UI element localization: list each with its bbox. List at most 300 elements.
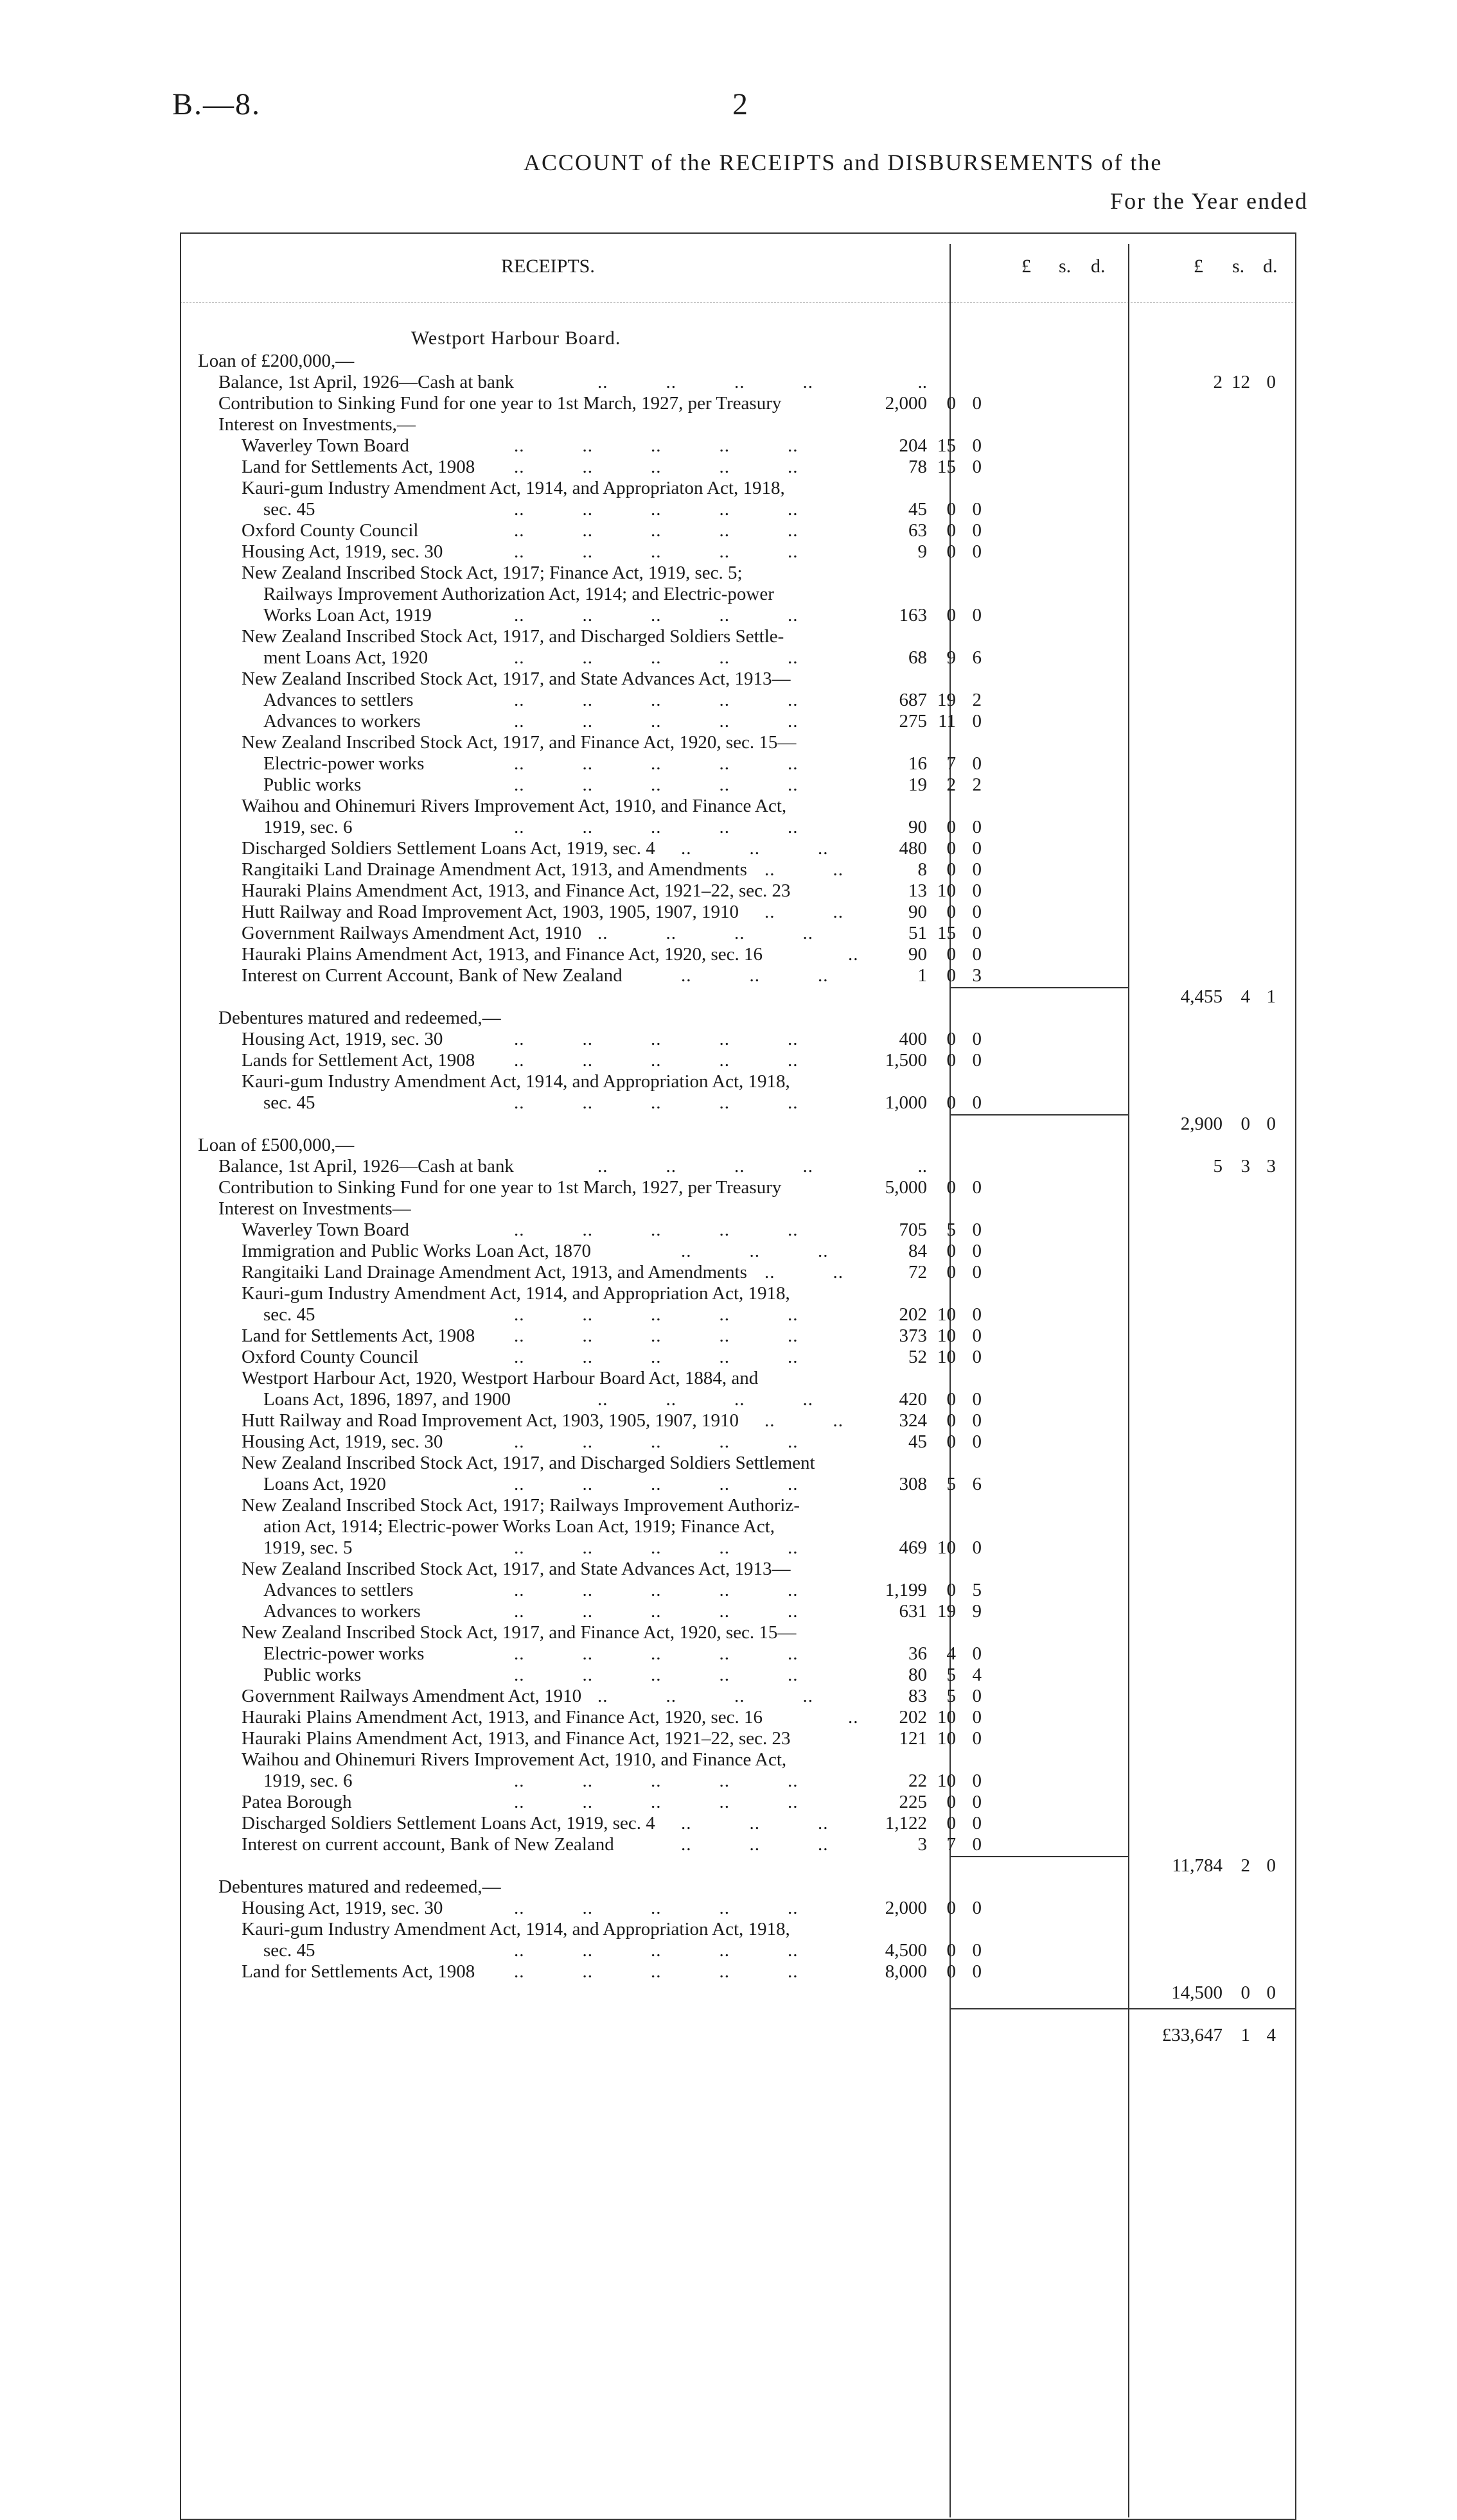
col2-pence: 3 xyxy=(1266,1156,1276,1177)
col1-shillings: 5 xyxy=(946,1474,956,1494)
row-label: Immigration and Public Works Loan Act, 1870 xyxy=(242,1241,592,1261)
row-label: Housing Act, 1919, sec. 30 xyxy=(242,1898,443,1918)
section-heading: Westport Harbour Board. xyxy=(411,328,621,349)
leader-dots: .. .. .. .. .. xyxy=(514,1665,799,1685)
col1-pence: 0 xyxy=(972,1728,982,1749)
row-label: New Zealand Inscribed Stock Act, 1917; Railways Improvement Authoriz- xyxy=(242,1495,800,1516)
col1-pounds: 51 xyxy=(908,923,927,943)
col2-pounds: 11,784 xyxy=(1172,1855,1223,1876)
col1-pence: 4 xyxy=(972,1665,982,1685)
account-title: ACCOUNT of the RECEIPTS and DISBURSEMENTS of the xyxy=(524,150,1163,175)
col1-pence: 0 xyxy=(972,1326,982,1346)
table-row xyxy=(0,859,1457,880)
row-label: Loans Act, 1920 xyxy=(263,1474,386,1494)
leader-dots: .. .. xyxy=(764,1410,843,1431)
col2-shillings: 3 xyxy=(1241,1156,1250,1177)
col1-shillings: 9 xyxy=(946,647,956,668)
leader-dots: .. .. .. .. .. xyxy=(514,1347,799,1367)
leader-dots: .. .. .. .. .. xyxy=(514,1431,799,1452)
table-row xyxy=(0,795,1457,817)
col1-shillings: 0 xyxy=(946,1961,956,1982)
row-label: Debentures matured and redeemed,— xyxy=(218,1877,501,1897)
col2-pounds: 4,455 xyxy=(1180,986,1223,1007)
col1-pence: 0 xyxy=(972,520,982,541)
row-label: Works Loan Act, 1919 xyxy=(263,605,432,626)
col1-pence: 0 xyxy=(972,1898,982,1918)
table-row xyxy=(0,1812,1457,1834)
table-row xyxy=(0,1855,1457,1877)
row-label: New Zealand Inscribed Stock Act, 1917, and State Advances Act, 1913— xyxy=(242,1559,791,1579)
col1-pence: 0 xyxy=(972,605,982,626)
table-row xyxy=(0,1770,1457,1792)
col1-shillings: 0 xyxy=(946,1410,956,1431)
table-row xyxy=(0,1092,1457,1114)
row-label: Waverley Town Board xyxy=(242,435,409,456)
col1-pounds: 1 xyxy=(917,965,927,986)
table-row xyxy=(0,1643,1457,1665)
row-label: Discharged Soldiers Settlement Loans Act, 1919, sec. 4 xyxy=(242,838,655,859)
col1-pounds: 202 xyxy=(899,1304,927,1325)
table-row xyxy=(0,1282,1457,1304)
col1-shillings: 7 xyxy=(946,753,956,774)
table-row xyxy=(0,1007,1457,1029)
table-row xyxy=(0,520,1457,541)
col1-pence: 0 xyxy=(972,838,982,859)
col1-shillings: 10 xyxy=(937,1304,956,1325)
row-label: 1919, sec. 6 xyxy=(263,1771,353,1791)
col1-pounds: 373 xyxy=(899,1326,927,1346)
row-label: Waihou and Ohinemuri Rivers Improvement Act, 1910, and Finance Act, xyxy=(242,1749,787,1770)
col1-shillings: 0 xyxy=(946,817,956,837)
leader-dots: .. .. .. .. .. xyxy=(514,1898,799,1918)
leader-dots: .. .. .. .. .. xyxy=(514,605,799,626)
table-row xyxy=(0,1367,1457,1389)
col1-pounds: 52 xyxy=(908,1347,927,1367)
col1-pounds: 16 xyxy=(908,753,927,774)
col1-shillings: 10 xyxy=(937,1728,956,1749)
col1-shillings: 2 xyxy=(946,774,956,795)
row-label: Land for Settlements Act, 1908 xyxy=(242,457,475,477)
row-label: 1919, sec. 5 xyxy=(263,1537,353,1558)
table-row xyxy=(0,1706,1457,1728)
col1-pence: 0 xyxy=(972,1304,982,1325)
table-row xyxy=(0,647,1457,669)
row-label: Hauraki Plains Amendment Act, 1913, and Finance Act, 1920, sec. 16 xyxy=(242,944,763,965)
col1-pence: 0 xyxy=(972,1431,982,1452)
table-row xyxy=(0,2024,1457,2046)
leader-dots: .. xyxy=(848,1707,859,1728)
col1-pounds: 687 xyxy=(899,690,927,710)
row-label: Hutt Railway and Road Improvement Act, 1903, 1905, 1907, 1910 xyxy=(242,1410,739,1431)
table-row xyxy=(0,414,1457,435)
account-subtitle: For the Year ended xyxy=(1110,188,1308,214)
col2-pounds: £33,647 xyxy=(1161,2025,1223,2045)
col2-shillings: 0 xyxy=(1241,1982,1250,2003)
row-label: Land for Settlements Act, 1908 xyxy=(242,1326,475,1346)
col1-pence: 0 xyxy=(972,1707,982,1728)
table-row xyxy=(0,435,1457,457)
row-label: Westport Harbour Act, 1920, Westport Harbour Board Act, 1884, and xyxy=(242,1368,759,1388)
leader-dots: .. .. .. .. .. xyxy=(514,753,799,774)
col1-pounds: .. xyxy=(917,372,927,392)
col1-pence-header: d. xyxy=(1091,256,1106,277)
col2-shillings: 2 xyxy=(1241,1855,1250,1876)
table-row xyxy=(0,1028,1457,1050)
col1-shillings: 0 xyxy=(946,1792,956,1812)
row-label: Government Railways Amendment Act, 1910 xyxy=(242,1686,582,1706)
table-row xyxy=(0,392,1457,414)
table-row xyxy=(0,1558,1457,1580)
table-row xyxy=(0,837,1457,859)
col1-shillings: 7 xyxy=(946,1834,956,1855)
col1-pence: 0 xyxy=(972,1686,982,1706)
col1-pounds: 1,000 xyxy=(885,1092,927,1113)
leader-dots: .. .. .. .. xyxy=(597,1686,813,1706)
table-row xyxy=(0,1982,1457,2004)
page-number: 2 xyxy=(732,87,748,121)
row-label: New Zealand Inscribed Stock Act, 1917, and Discharged Soldiers Settle- xyxy=(242,626,784,647)
table-row xyxy=(0,541,1457,563)
col1-pounds: 275 xyxy=(899,711,927,731)
row-label: Kauri-gum Industry Amendment Act, 1914, and Appropriation Act, 1918, xyxy=(242,1283,790,1304)
table-row xyxy=(0,880,1457,902)
row-label: Loan of £200,000,— xyxy=(198,351,355,371)
row-label: sec. 45 xyxy=(263,1304,315,1325)
table-row xyxy=(0,816,1457,838)
leader-dots: .. .. .. .. .. xyxy=(514,1940,799,1961)
col1-pence: 0 xyxy=(972,1347,982,1367)
table-row xyxy=(0,922,1457,944)
row-label: Interest on current account, Bank of New Zealand xyxy=(242,1834,614,1855)
row-label: Electric-power works xyxy=(263,753,425,774)
col1-pence: 6 xyxy=(972,647,982,668)
row-label: New Zealand Inscribed Stock Act, 1917, and State Advances Act, 1913— xyxy=(242,669,791,689)
col1-pounds: 63 xyxy=(908,520,927,541)
table-row xyxy=(0,1240,1457,1262)
col1-pounds: 469 xyxy=(899,1537,927,1558)
col1-shillings: 0 xyxy=(946,1389,956,1410)
col1-pounds: 19 xyxy=(908,774,927,795)
col1-shillings: 0 xyxy=(946,541,956,562)
col1-shillings: 0 xyxy=(946,1580,956,1600)
leader-dots: .. .. .. .. .. xyxy=(514,711,799,731)
col1-pounds: 3 xyxy=(917,1834,927,1855)
col1-pence: 0 xyxy=(972,1813,982,1833)
leader-dots: .. .. .. .. .. xyxy=(514,520,799,541)
table-row xyxy=(0,350,1457,372)
row-label: Loan of £500,000,— xyxy=(198,1135,355,1155)
row-label: sec. 45 xyxy=(263,1092,315,1113)
row-label: Discharged Soldiers Settlement Loans Act, 1919, sec. 4 xyxy=(242,1813,655,1833)
col1-pounds: 2,000 xyxy=(885,393,927,414)
table-row xyxy=(0,1537,1457,1559)
col1-pence: 0 xyxy=(972,880,982,901)
col1-pence: 0 xyxy=(972,1220,982,1240)
leader-dots: .. .. .. .. .. xyxy=(514,817,799,837)
row-label: Interest on Current Account, Bank of New Zealand xyxy=(242,965,623,986)
row-label: Advances to workers xyxy=(263,1601,421,1622)
col1-pounds: 2,000 xyxy=(885,1898,927,1918)
col1-shillings: 10 xyxy=(937,880,956,901)
col1-shillings: 10 xyxy=(937,1771,956,1791)
col1-shillings: 19 xyxy=(937,1601,956,1622)
row-label: Balance, 1st April, 1926—Cash at bank xyxy=(218,1156,514,1177)
row-label: sec. 45 xyxy=(263,1940,315,1961)
row-label: Hauraki Plains Amendment Act, 1913, and Finance Act, 1921–22, sec. 23 xyxy=(242,1728,791,1749)
col1-pounds: .. xyxy=(917,1156,927,1177)
table-row xyxy=(0,986,1457,1008)
leader-dots: .. .. .. xyxy=(681,1241,829,1261)
col1-pounds: 324 xyxy=(899,1410,927,1431)
table-row xyxy=(0,371,1457,393)
col1-pence: 0 xyxy=(972,1940,982,1961)
table-row xyxy=(0,1177,1457,1198)
table-row xyxy=(0,1388,1457,1410)
leader-dots: .. .. .. .. .. xyxy=(514,1050,799,1071)
table-row xyxy=(0,1219,1457,1241)
col1-pence: 0 xyxy=(972,1771,982,1791)
col1-shillings: 0 xyxy=(946,1431,956,1452)
col2-shillings-header: s. xyxy=(1232,256,1245,277)
row-label: 1919, sec. 6 xyxy=(263,817,353,837)
col1-shillings: 4 xyxy=(946,1643,956,1664)
col1-pence: 0 xyxy=(972,1961,982,1982)
col2-pounds: 2 xyxy=(1213,372,1223,392)
row-label: Patea Borough xyxy=(242,1792,352,1812)
col1-pence: 0 xyxy=(972,1050,982,1071)
col1-pounds: 22 xyxy=(908,1771,927,1791)
leader-dots: .. .. .. .. xyxy=(597,372,813,392)
col2-shillings: 4 xyxy=(1241,986,1250,1007)
leader-dots: .. .. .. .. .. xyxy=(514,435,799,456)
col2-shillings: 12 xyxy=(1232,372,1250,392)
col1-shillings: 15 xyxy=(937,435,956,456)
col1-pounds: 90 xyxy=(908,944,927,965)
document-reference: B.—8. xyxy=(172,87,261,121)
row-label: Interest on Investments— xyxy=(218,1198,411,1219)
col1-pence: 0 xyxy=(972,1643,982,1664)
table-row xyxy=(0,1473,1457,1495)
row-label: Waihou and Ohinemuri Rivers Improvement Act, 1910, and Finance Act, xyxy=(242,796,787,816)
col1-pounds: 80 xyxy=(908,1665,927,1685)
col1-pence: 0 xyxy=(972,1029,982,1049)
leader-dots: .. .. .. .. .. xyxy=(514,499,799,520)
leader-dots: .. .. .. .. .. xyxy=(514,1220,799,1240)
table-row xyxy=(0,1622,1457,1643)
table-row xyxy=(0,1431,1457,1453)
row-label: Rangitaiki Land Drainage Amendment Act, 1913, and Amendments xyxy=(242,859,747,880)
leader-dots: .. .. .. .. xyxy=(597,1389,813,1410)
col2-pence-header: d. xyxy=(1263,256,1278,277)
table-row xyxy=(0,710,1457,732)
col1-shillings: 11 xyxy=(938,711,956,731)
leader-dots: .. .. .. .. .. xyxy=(514,1771,799,1791)
col1-shillings: 0 xyxy=(946,1813,956,1833)
table-row xyxy=(0,689,1457,711)
col1-pounds: 225 xyxy=(899,1792,927,1812)
row-label: Interest on Investments,— xyxy=(218,414,416,435)
table-row xyxy=(0,1961,1457,1982)
leader-dots: .. .. .. .. .. xyxy=(514,774,799,795)
col1-shillings: 15 xyxy=(937,457,956,477)
row-label: New Zealand Inscribed Stock Act, 1917, and Finance Act, 1920, sec. 15— xyxy=(242,1622,797,1643)
col1-shillings: 0 xyxy=(946,1940,956,1961)
col1-pounds: 72 xyxy=(908,1262,927,1282)
col1-shillings: 0 xyxy=(946,965,956,986)
col1-shillings: 0 xyxy=(946,944,956,965)
col1-pounds: 1,122 xyxy=(885,1813,927,1833)
row-label: Advances to workers xyxy=(263,711,421,731)
row-label: Hauraki Plains Amendment Act, 1913, and Finance Act, 1921–22, sec. 23 xyxy=(242,880,791,901)
col1-pence: 0 xyxy=(972,541,982,562)
col1-pounds: 202 xyxy=(899,1707,927,1728)
col1-pounds: 204 xyxy=(899,435,927,456)
leader-dots: .. .. .. .. .. xyxy=(514,1537,799,1558)
row-label: Balance, 1st April, 1926—Cash at bank xyxy=(218,372,514,392)
col1-pounds: 8 xyxy=(917,859,927,880)
leader-dots: .. .. .. .. .. xyxy=(514,1792,799,1812)
table-row xyxy=(0,901,1457,923)
col1-pence: 0 xyxy=(972,1834,982,1855)
col1-pence: 0 xyxy=(972,393,982,414)
col1-pounds: 9 xyxy=(917,541,927,562)
leader-dots: .. .. .. .. .. xyxy=(514,1326,799,1346)
table-row xyxy=(0,1071,1457,1092)
col2-pence: 0 xyxy=(1266,1855,1276,1876)
row-label: Loans Act, 1896, 1897, and 1900 xyxy=(263,1389,511,1410)
col1-shillings: 15 xyxy=(937,923,956,943)
col1-pounds: 45 xyxy=(908,499,927,520)
leader-dots: .. .. .. .. .. xyxy=(514,1029,799,1049)
col1-shillings: 10 xyxy=(937,1707,956,1728)
col1-shillings: 5 xyxy=(946,1220,956,1240)
leader-dots: .. .. xyxy=(764,859,843,880)
leader-dots: .. .. .. .. .. xyxy=(514,1643,799,1664)
row-label: Land for Settlements Act, 1908 xyxy=(242,1961,475,1982)
table-row xyxy=(0,1113,1457,1135)
col1-pence: 0 xyxy=(972,1262,982,1282)
table-row xyxy=(0,477,1457,499)
col1-pence: 0 xyxy=(972,457,982,477)
col2-pounds: 2,900 xyxy=(1180,1114,1223,1134)
col1-pence: 0 xyxy=(972,1092,982,1113)
table-row xyxy=(0,456,1457,478)
table-row xyxy=(0,1833,1457,1855)
row-label: Hauraki Plains Amendment Act, 1913, and Finance Act, 1920, sec. 16 xyxy=(242,1707,763,1728)
col1-pence: 3 xyxy=(972,965,982,986)
col1-pounds: 1,199 xyxy=(885,1580,927,1600)
receipts-header: RECEIPTS. xyxy=(501,256,595,277)
col1-shillings: 0 xyxy=(946,499,956,520)
table-row xyxy=(0,626,1457,647)
leader-dots: .. .. .. .. xyxy=(597,923,813,943)
leader-dots: .. .. .. .. .. xyxy=(514,1601,799,1622)
col1-shillings: 0 xyxy=(946,859,956,880)
leader-dots: .. .. .. xyxy=(681,838,829,859)
col1-pence: 9 xyxy=(972,1601,982,1622)
leader-dots: .. .. .. .. .. xyxy=(514,1580,799,1600)
leader-dots: .. .. .. .. .. xyxy=(514,647,799,668)
table-row xyxy=(0,1049,1457,1071)
col1-pence: 0 xyxy=(972,923,982,943)
table-row xyxy=(0,753,1457,774)
col1-pounds: 480 xyxy=(899,838,927,859)
table-row xyxy=(0,1155,1457,1177)
col1-pence: 0 xyxy=(972,817,982,837)
col1-pounds-header: £ xyxy=(1021,256,1031,277)
col1-pence: 0 xyxy=(972,1389,982,1410)
row-label: sec. 45 xyxy=(263,499,315,520)
col1-shillings: 0 xyxy=(946,1262,956,1282)
col1-pounds: 4,500 xyxy=(885,1940,927,1961)
row-label: Public works xyxy=(263,1665,362,1685)
table-row xyxy=(0,562,1457,584)
col1-shillings: 5 xyxy=(946,1686,956,1706)
table-row xyxy=(0,1749,1457,1771)
row-label: Contribution to Sinking Fund for one year to 1st March, 1927, per Treasury xyxy=(218,393,782,414)
col1-pounds: 121 xyxy=(899,1728,927,1749)
leader-dots: .. .. .. .. .. xyxy=(514,1092,799,1113)
col1-shillings: 5 xyxy=(946,1665,956,1685)
col1-shillings: 0 xyxy=(946,1898,956,1918)
col1-pence: 0 xyxy=(972,1177,982,1198)
table-row xyxy=(0,943,1457,965)
col1-pounds: 8,000 xyxy=(885,1961,927,1982)
table-row xyxy=(0,1346,1457,1368)
col1-pounds: 90 xyxy=(908,902,927,922)
col1-pounds: 90 xyxy=(908,817,927,837)
col1-pence: 0 xyxy=(972,753,982,774)
col1-pounds: 45 xyxy=(908,1431,927,1452)
leader-dots: .. .. xyxy=(764,902,843,922)
row-label: ation Act, 1914; Electric-power Works Loan Act, 1919; Finance Act, xyxy=(263,1516,775,1537)
table-row xyxy=(0,1304,1457,1326)
row-label: New Zealand Inscribed Stock Act, 1917, and Finance Act, 1920, sec. 15— xyxy=(242,732,797,753)
col1-shillings: 10 xyxy=(937,1537,956,1558)
col1-pounds: 308 xyxy=(899,1474,927,1494)
col2-shillings: 0 xyxy=(1241,1114,1250,1134)
table-row xyxy=(0,1876,1457,1898)
row-label: ment Loans Act, 1920 xyxy=(263,647,428,668)
col1-pence: 0 xyxy=(972,1537,982,1558)
col1-shillings: 0 xyxy=(946,1029,956,1049)
col1-pounds: 78 xyxy=(908,457,927,477)
row-label: Hutt Railway and Road Improvement Act, 1903, 1905, 1907, 1910 xyxy=(242,902,739,922)
leader-dots: .. .. .. .. .. xyxy=(514,457,799,477)
leader-dots: .. .. xyxy=(764,1262,843,1282)
col1-pence: 0 xyxy=(972,711,982,731)
col2-pounds: 5 xyxy=(1213,1156,1223,1177)
col2-pounds-header: £ xyxy=(1194,256,1203,277)
col1-pounds: 705 xyxy=(899,1220,927,1240)
col2-pence: 4 xyxy=(1266,2025,1276,2045)
row-label: Oxford County Council xyxy=(242,1347,419,1367)
col1-shillings: 0 xyxy=(946,520,956,541)
row-label: Contribution to Sinking Fund for one year to 1st March, 1927, per Treasury xyxy=(218,1177,782,1198)
leader-dots: .. xyxy=(848,944,859,965)
row-label: Waverley Town Board xyxy=(242,1220,409,1240)
table-row xyxy=(0,1791,1457,1813)
row-label: Rangitaiki Land Drainage Amendment Act, 1913, and Amendments xyxy=(242,1262,747,1282)
row-label: Kauri-gum Industry Amendment Act, 1914, and Appropriation Act, 1918, xyxy=(242,1919,790,1939)
leader-dots: .. .. .. .. .. xyxy=(514,1304,799,1325)
leader-dots: .. .. .. xyxy=(681,1834,829,1855)
col2-pounds: 14,500 xyxy=(1171,1982,1223,2003)
col1-pounds: 68 xyxy=(908,647,927,668)
row-label: Public works xyxy=(263,774,362,795)
row-label: New Zealand Inscribed Stock Act, 1917; Finance Act, 1919, sec. 5; xyxy=(242,563,743,583)
col1-shillings: 19 xyxy=(937,690,956,710)
